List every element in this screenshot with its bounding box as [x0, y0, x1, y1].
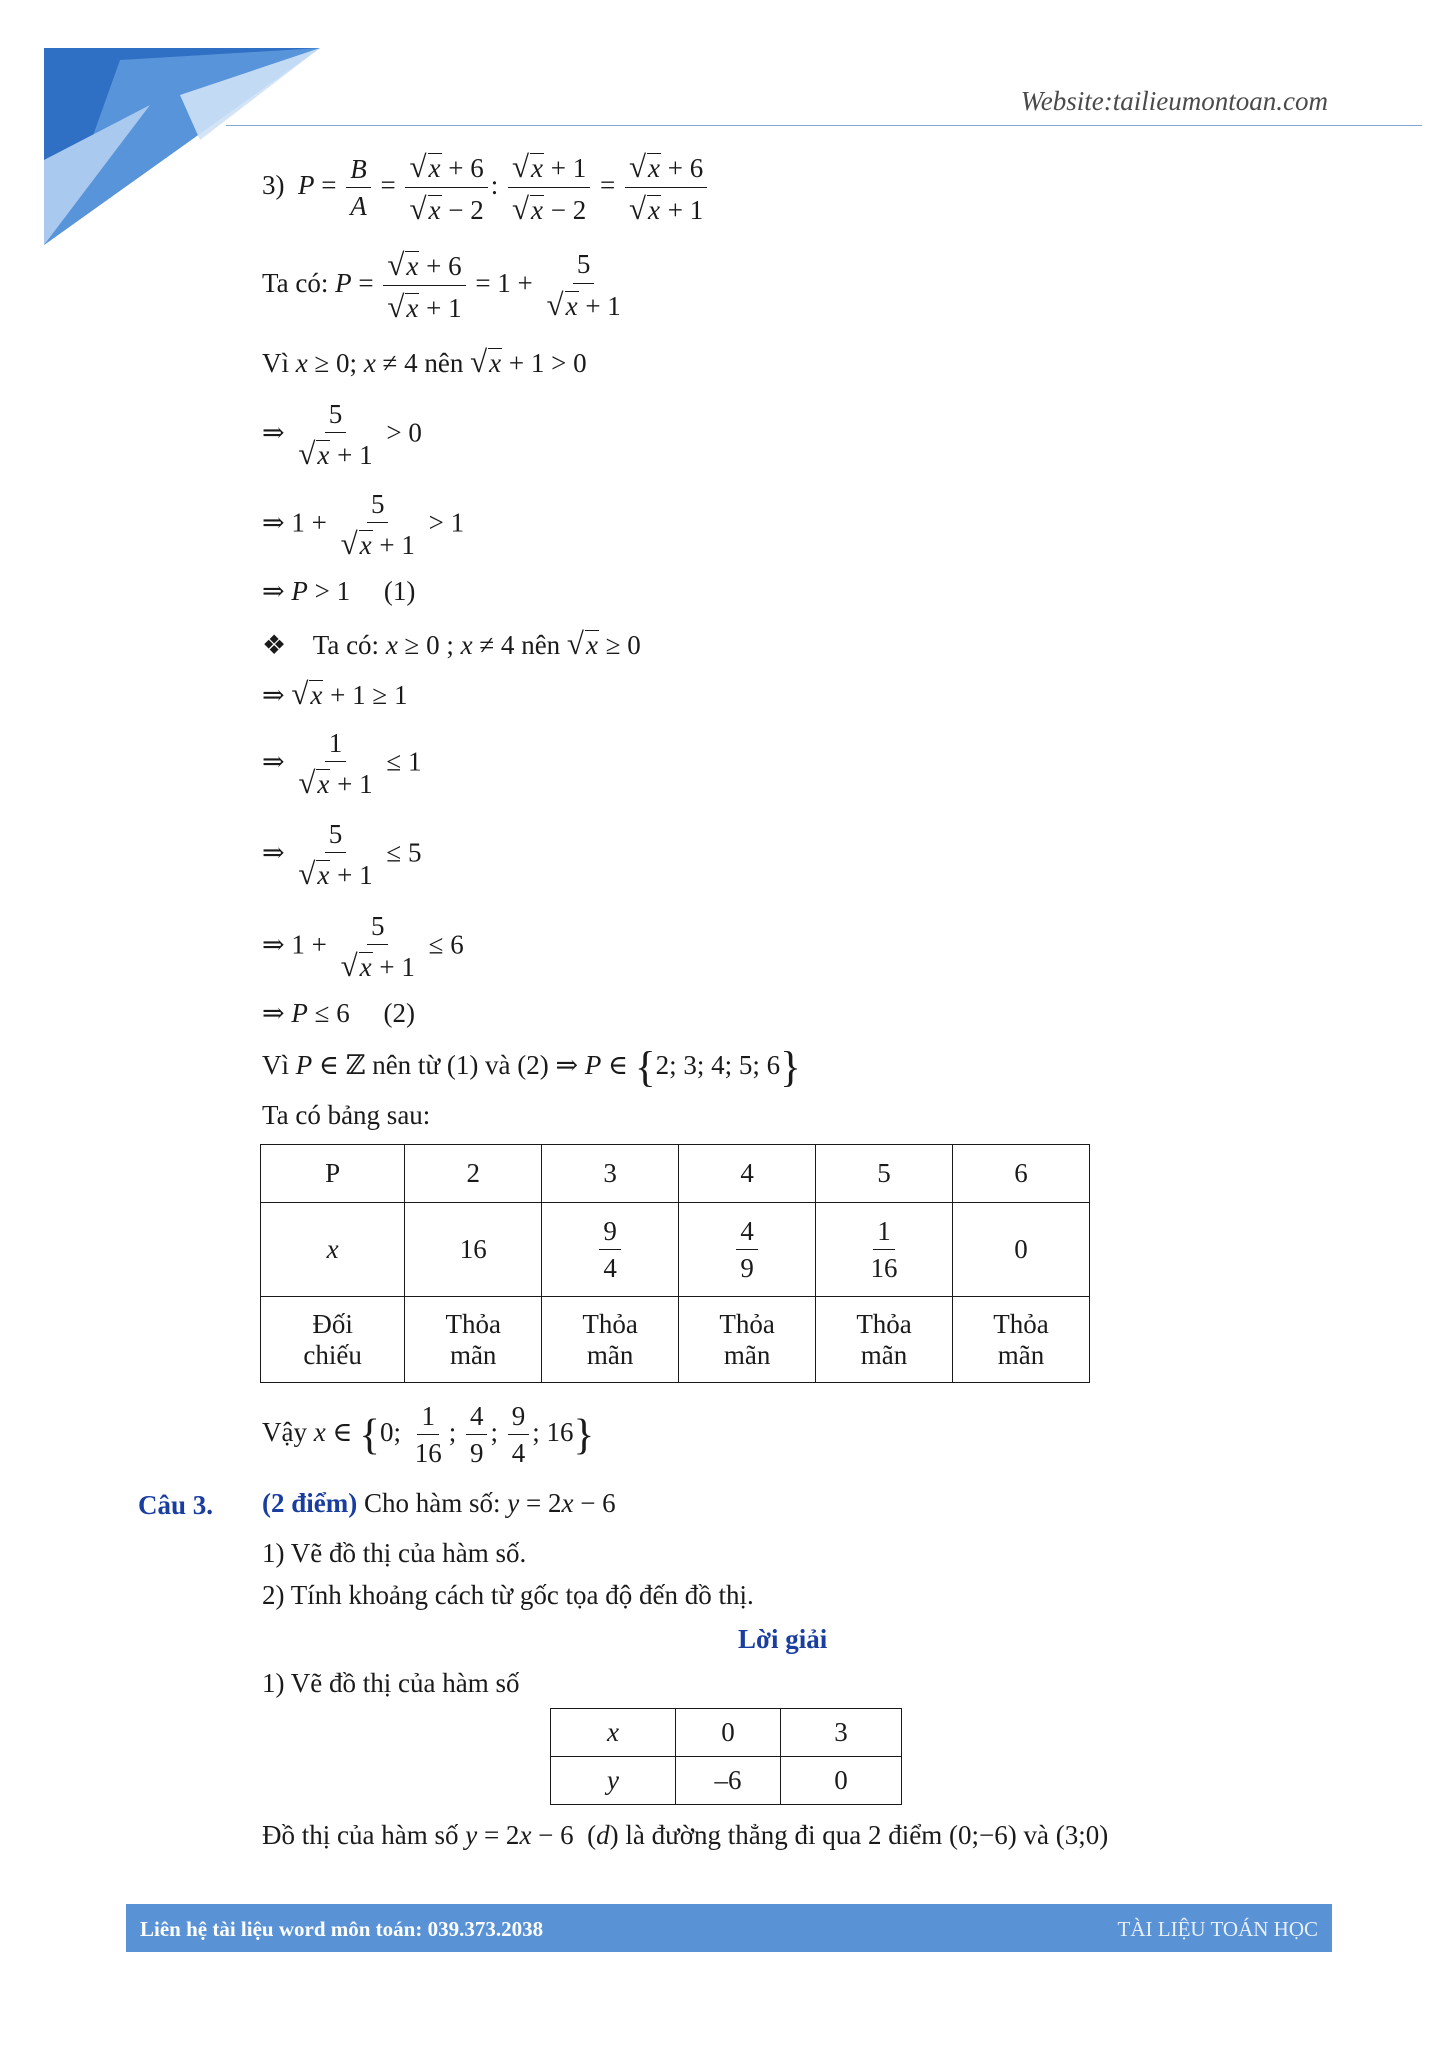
formula-p-definition: 3) P = $\frac{B}{A}$ = $\frac{√x + 6}{√x - 2}$ : $\frac{√x + 1}{√x - 2}$ = $\frac{√x + 6}{√x + 1}$	[262, 148, 710, 228]
step-frac-le-5: ⇒ $\frac{5}{√x + 1}$ ≤ 5	[262, 819, 422, 892]
step-one-plus-gt-one: ⇒ 1 + $\frac{5}{√x + 1}$ > 1	[262, 489, 465, 562]
step-one-plus-le-6: ⇒ 1 + $\frac{5}{√x + 1}$ ≤ 6	[262, 911, 464, 984]
question-3-label: Câu 3.	[138, 1490, 214, 1520]
step-fraction-positive: ⇒ $\frac{5}{√x + 1}$ > 0	[262, 399, 422, 472]
question-3-item-1: 1) Vẽ đồ thị của hàm số.	[262, 1538, 527, 1568]
table-row: Đối chiếu Thỏa mãn Thỏa mãn Thỏa mãn Thỏa mãn Thỏa mãn	[261, 1297, 1090, 1383]
step-p-gt-1: ⇒ P > 1 (1)	[262, 576, 416, 606]
table-row: x 16 $\frac{9}{4}$ $\frac{4}{9}$ $\frac{1}{16}$ 0	[261, 1203, 1090, 1297]
step-recip-le-1: ⇒ $\frac{1}{√x + 1}$ ≤ 1	[262, 728, 422, 801]
website-header: Website:tailieumontoan.com	[1020, 86, 1328, 116]
bullet-condition: ❖ Ta có: x ≥ 0 ; x ≠ 4 nên √x ≥ 0	[262, 626, 641, 661]
graph-description: Đồ thị của hàm số y = 2x − 6 (d) là đường thẳng đi qua 2 điểm (0;−6) và (3;0)	[262, 1820, 1109, 1850]
footer-brand: TÀI LIỆU TOÁN HỌC	[1117, 1917, 1318, 1941]
table-intro: Ta có bảng sau:	[262, 1100, 431, 1130]
table-row: x 0 3	[551, 1709, 902, 1757]
table-row: P 2 3 4 5 6	[261, 1145, 1090, 1203]
table-p-values	[260, 1144, 1090, 1383]
table-row: y –6 0	[551, 1757, 902, 1805]
conclusion-set: Vậy x ∈ {0; $\frac{1}{16}$ ; $\frac{4}{9}$ ; $\frac{9}{4}$ ; 16}	[262, 1401, 595, 1469]
step-p-le-6: ⇒ P ≤ 6 (2)	[262, 998, 415, 1028]
step-sqrt-ge-1: ⇒ √x + 1 ≥ 1	[262, 676, 408, 711]
question-3-item-2: 2) Tính khoảng cách từ gốc tọa độ đến đồ thị.	[262, 1580, 754, 1610]
diamond-bullet-icon: ❖	[262, 630, 287, 660]
formula-p-rewrite: Ta có: P = $\frac{√x + 6}{√x + 1}$ = 1 + $\frac{5}{√x + 1}$	[262, 247, 621, 325]
question-3-statement: (2 điểm) Cho hàm số: y = 2x − 6	[262, 1488, 616, 1518]
solution-item-1: 1) Vẽ đồ thị của hàm số	[262, 1668, 520, 1698]
header-rule	[226, 125, 1422, 126]
condition-line: Vì x ≥ 0; x ≠ 4 nên √x + 1 > 0	[262, 344, 587, 379]
table-xy-values	[550, 1708, 902, 1805]
footer-contact: Liên hệ tài liệu word môn toán: 039.373.2038	[140, 1917, 544, 1941]
solution-title: Lời giải	[738, 1624, 828, 1654]
integer-conclusion: Vì P ∈ ℤ nên từ (1) và (2) ⇒ P ∈ {2; 3; 4; 5; 6}	[262, 1044, 801, 1091]
footer-bar	[126, 1904, 1332, 1952]
